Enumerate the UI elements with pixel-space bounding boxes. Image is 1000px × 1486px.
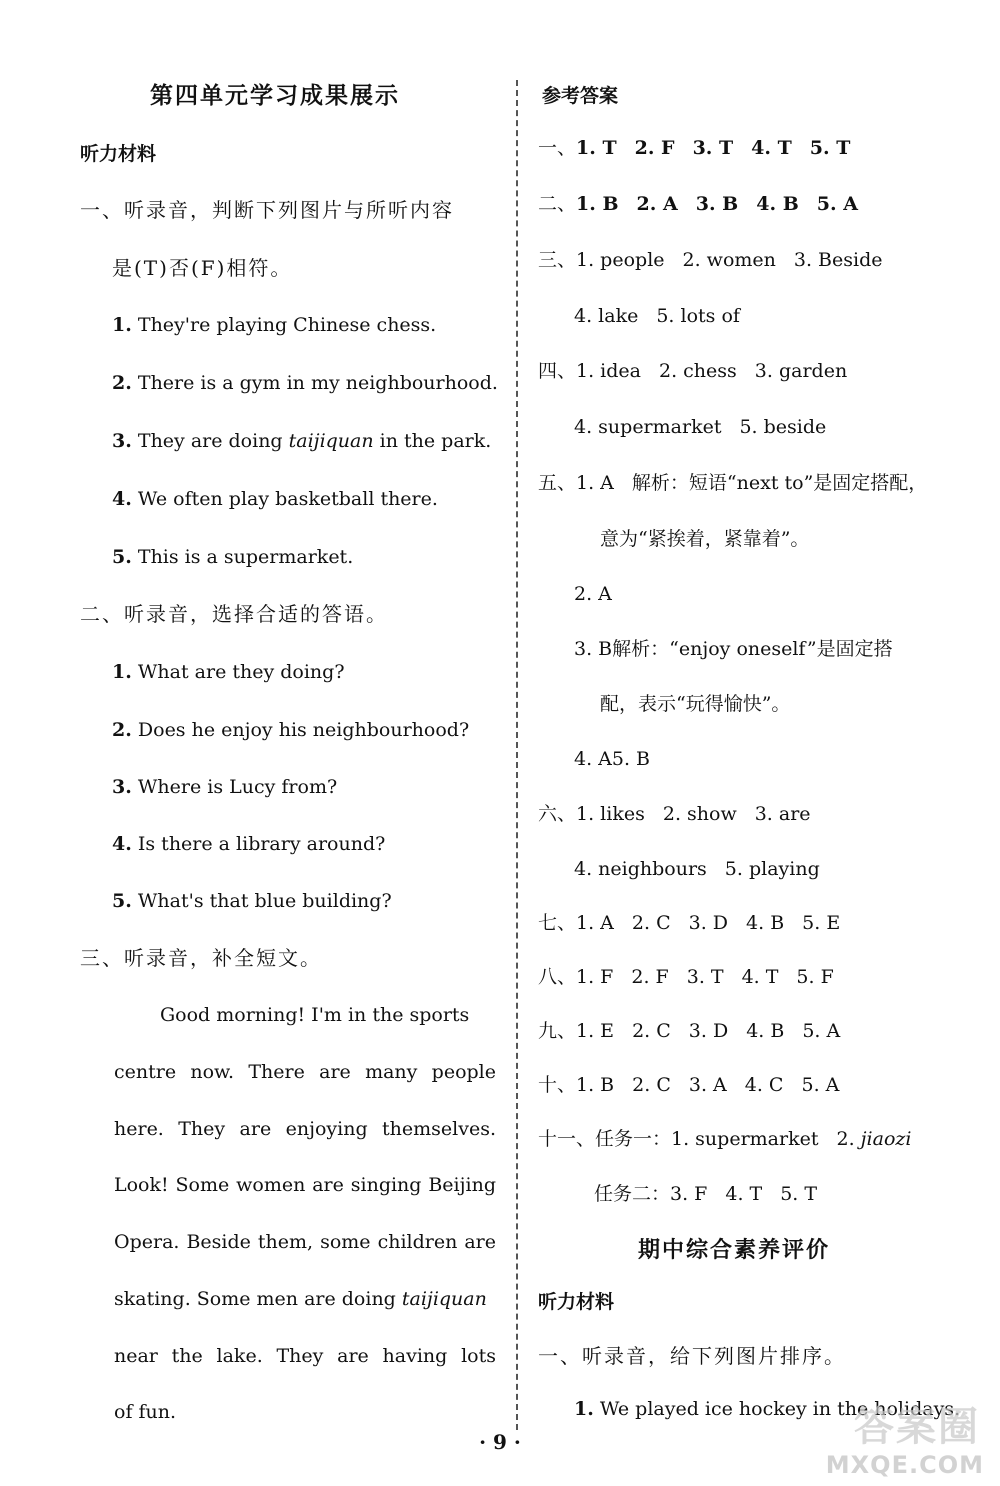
list-item: 3. They are doing taijiquan in the park. [112, 430, 492, 452]
answer-note: 配，表示“玩得愉快”。 [600, 693, 791, 715]
passage-line: centre now. There are many people [114, 1061, 496, 1083]
list-item: 1. We played ice hockey in the holidays. [574, 1398, 961, 1420]
answer-row-4-cont: 4. supermarket 5. beside [574, 416, 827, 438]
answer-row-11: 十一、任务一：1. supermarket 2. jiaozi [538, 1128, 912, 1150]
list-item: 5. This is a supermarket. [112, 546, 354, 568]
list-item: 1. What are they doing? [112, 661, 345, 683]
passage-line: Opera. Beside them, some children are [114, 1231, 496, 1253]
passage-line: skating. Some men are doing taijiquan [114, 1288, 487, 1310]
part3-instruction: 三、听录音，补全短文。 [80, 946, 322, 970]
answer-item: 4. A5. B [574, 748, 651, 770]
answer-row-7: 七、1. A 2. C 3. D 4. B 5. E [538, 912, 841, 934]
part1-instruction-cont: 是(T)否(F)相符。 [112, 256, 293, 280]
passage-line: here. They are enjoying themselves. [114, 1118, 496, 1140]
listening-heading: 听力材料 [80, 143, 157, 165]
answer-row-5: 五、1. A 解析：短语“next to”是固定搭配， [538, 472, 928, 494]
answer-row-10: 十、1. B 2. C 3. A 4. C 5. A [538, 1074, 840, 1096]
list-item: 4. Is there a library around? [112, 833, 386, 855]
passage-line: of fun. [114, 1401, 177, 1423]
passage-line: near the lake. They are having lots [114, 1345, 496, 1367]
list-item: 1. They're playing Chinese chess. [112, 314, 437, 336]
answer-row-3: 三、1. people 2. women 3. Beside [538, 249, 883, 271]
answer-item: 2. A [574, 583, 612, 605]
answer-item: 3. B解析：“enjoy oneself”是固定搭 [574, 638, 893, 660]
column-divider [516, 80, 518, 1430]
list-item: 2. Does he enjoy his neighbourhood? [112, 719, 470, 741]
section-title: 第四单元学习成果展示 [150, 82, 400, 109]
passage-line: Look! Some women are singing Beijing [114, 1174, 496, 1196]
answer-row-8: 八、1. F 2. F 3. T 4. T 5. F [538, 966, 834, 988]
answer-row-11-cont: 任务二：3. F 4. T 5. T [594, 1183, 818, 1205]
list-item: 3. Where is Lucy from? [112, 776, 338, 798]
list-item: 5. What's that blue building? [112, 890, 392, 912]
answer-row-4: 四、1. idea 2. chess 3. garden [538, 360, 848, 382]
part2-instruction: 二、听录音，选择合适的答语。 [80, 602, 388, 626]
answer-note: 意为“紧挨着，紧靠着”。 [600, 528, 810, 550]
list-item: 4. We often play basketball there. [112, 488, 438, 510]
passage-line: Good morning! I'm in the sports [160, 1004, 470, 1026]
answer-key-heading: 参考答案 [542, 85, 619, 107]
midterm-title: 期中综合素养评价 [638, 1237, 831, 1263]
listening-heading-2: 听力材料 [538, 1291, 615, 1313]
list-item: 2. There is a gym in my neighbourhood. [112, 372, 498, 394]
midterm-part1-instruction: 一、听录音，给下列图片排序。 [538, 1344, 846, 1368]
answer-row-2: 二、1. B 2. A 3. B 4. B 5. A [538, 193, 858, 215]
watermark-logo: 答案圈 MXQE.COM [825, 1404, 984, 1479]
answer-row-1: 一、1. T 2. F 3. T 4. T 5. T [538, 137, 851, 159]
page-number: · 9 · [479, 1430, 521, 1454]
answer-row-9: 九、1. E 2. C 3. D 4. B 5. A [538, 1020, 841, 1042]
answer-row-3-cont: 4. lake 5. lots of [574, 305, 740, 327]
answer-row-6-cont: 4. neighbours 5. playing [574, 858, 820, 880]
part1-instruction: 一、听录音，判断下列图片与所听内容 [80, 198, 454, 222]
answer-row-6: 六、1. likes 2. show 3. are [538, 803, 811, 825]
